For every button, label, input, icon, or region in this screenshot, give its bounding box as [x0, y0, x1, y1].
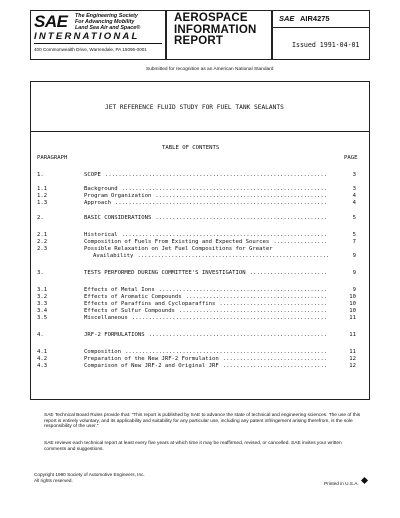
toc-entry [0, 287, 400, 294]
copyright: Copyright 1990 Society of Automotive Engineers, Inc. [34, 472, 145, 477]
toc-entry-page: 3 [352, 172, 356, 178]
toc-entry [0, 193, 400, 200]
toc-entry-page: 10 [349, 308, 356, 314]
toc-entry [0, 200, 400, 207]
toc-entry-number: 3.4 [37, 308, 48, 314]
toc-entry [0, 239, 400, 246]
toc-entry-number: 4.2 [37, 356, 48, 362]
toc-heading: TABLE OF CONTENTS [162, 145, 220, 151]
toc-leader-dots: ............................................ [178, 308, 328, 314]
printed-in [324, 478, 367, 486]
toc-entry-title: Background [84, 186, 118, 192]
sae-small-logo: SAE [279, 14, 295, 23]
toc-leader-dots: ....................... [249, 270, 328, 276]
toc-entry-page: 4 [352, 200, 356, 206]
toc-entry-title: Possible Relaxation on Jet Fuel Compositions for Greater [84, 246, 273, 252]
toc-entry-title: Effects of Paraffins and Cycloparaffins [84, 301, 216, 307]
society-line: The Engineering Society [75, 13, 138, 19]
toc-entry-title: Approach [84, 200, 111, 206]
toc-entry-page: 7 [352, 239, 356, 245]
ansi-submission-note: Submitted for recognition as an American National Standard [146, 67, 274, 72]
toc-entry-page: 4 [352, 193, 356, 199]
toc-leader-dots: ............................................................ [125, 349, 328, 355]
toc-entry [0, 253, 400, 260]
toc-entry-page: 11 [349, 349, 356, 355]
document-title: JET REFERENCE FLUID STUDY FOR FUEL TANK SEALANTS [105, 104, 284, 111]
toc-leader-dots: ............................................................. [121, 232, 328, 238]
toc-entry-page: 5 [352, 215, 356, 221]
toc-entry-number: 4.3 [37, 363, 48, 369]
toc-entry-page: 12 [349, 363, 356, 369]
toc-entry-number: 2.3 [37, 246, 48, 252]
docno-divider [272, 27, 370, 28]
toc-leader-dots: ................................................... [155, 193, 328, 199]
toc-entry-number: 1.2 [37, 193, 48, 199]
toc-leader-dots: .................................................. [158, 287, 328, 293]
toc-entry-title: Miscellaneous [84, 315, 128, 321]
toc-entry [0, 308, 400, 315]
toc-entry-title: Effects of Sulfur Compounds [84, 308, 175, 314]
toc-entry-title: Composition of Fuels From Existing and Expected Sources [84, 239, 270, 245]
toc-entry [0, 186, 400, 193]
toc-entry-number: 1.3 [37, 200, 48, 206]
report-type-line: INFORMATION [174, 23, 257, 36]
toc-entry-number: 2.2 [37, 239, 48, 245]
toc-entry-title: Preparation of the New JRF-2 Formulation [84, 356, 219, 362]
toc-entry [0, 246, 400, 253]
technical-board-note: SAE Technical Board Rules provide that: "This report is published by SAE to advance the state of technical and engineering sciences. The use of this report is entirely voluntary, and its applicability and suitability for any particular use, including any patent infringement arising therefrom, is the sole responsibility of the user." [44, 413, 361, 430]
toc-entry [0, 232, 400, 239]
logo-rule [34, 43, 162, 44]
toc-entry-page: 3 [352, 186, 356, 192]
society-address: 400 Commonwealth Drive, Warrendale, PA 15096-0001 [34, 47, 147, 52]
printed-in-label: Printed in U.S.A. [324, 481, 359, 486]
toc-leader-dots: ................................ [219, 301, 328, 307]
toc-leader-dots: ................................................... [155, 215, 328, 221]
toc-entry-number: 1. [37, 172, 44, 178]
toc-entry-number: 3. [37, 270, 44, 276]
toc-leader-dots: ......................................................... [137, 253, 330, 259]
toc-entry-number: 3.3 [37, 301, 48, 307]
toc-entry [0, 215, 400, 222]
toc-entry [0, 172, 400, 179]
toc-entry-page: 9 [352, 253, 356, 259]
international-wordmark: INTERNATIONAL [34, 31, 140, 42]
toc-entry [0, 294, 400, 301]
toc-entry-title: Program Organization [84, 193, 152, 199]
toc-entry-page: 10 [349, 294, 356, 300]
toc-entry-page: 11 [349, 332, 356, 338]
society-line: For Advancing Mobility [75, 19, 135, 25]
toc-entry-number: 3.2 [37, 294, 48, 300]
toc-entry [0, 349, 400, 356]
toc-entry [0, 356, 400, 363]
toc-leader-dots: .......................................... [185, 294, 328, 300]
toc-leader-dots: ................ [273, 239, 328, 245]
toc-leader-dots: ............................... [222, 363, 328, 369]
report-type-title [174, 13, 256, 48]
society-tagline [75, 13, 145, 31]
toc-col-paragraph: PARAGRAPH [37, 155, 68, 161]
diamond-icon [361, 477, 368, 484]
toc-entry-page: 11 [349, 315, 356, 321]
toc-entry-title: JRF-2 FORMULATIONS [84, 332, 145, 338]
report-type-line: AEROSPACE [174, 12, 248, 24]
toc-leader-dots: ............................... [222, 356, 328, 362]
toc-entry-title: TESTS PERFORMED DURING COMMITTEE'S INVESTIGATION [84, 270, 246, 276]
toc-entry-title: Comparison of New JRF-2 and Original JRF [84, 363, 219, 369]
toc-entry-number: 4.1 [37, 349, 48, 355]
toc-leader-dots: ............................................................. [121, 186, 328, 192]
toc-entry-page: 12 [349, 356, 356, 362]
toc-entry-title: SCOPE [84, 172, 101, 178]
toc-leader-dots: .................................................................. [104, 172, 328, 178]
toc-entry-title: Historical [84, 232, 118, 238]
toc-entry [0, 363, 400, 370]
toc-leader-dots: ..................................................... [148, 332, 328, 338]
toc-leader-dots: .......................................................... [131, 315, 328, 321]
toc-entry-number: 2.1 [37, 232, 48, 238]
toc-entry-number: 4. [37, 332, 44, 338]
rights-reserved: All rights reserved. [34, 478, 73, 483]
toc-entry [0, 315, 400, 322]
toc-entry-title: Effects of Aromatic Compounds [84, 294, 182, 300]
toc-entry-number: 3.5 [37, 315, 48, 321]
report-type-line: REPORT [174, 35, 224, 47]
title-divider [30, 131, 370, 132]
review-note: SAE reviews each technical report at least every five years at which time it may be reaffirmed, revised, or cancelled. SAE invites your written comments and suggestions. [44, 441, 342, 452]
issued-date: Issued 1991-04-01 [292, 41, 360, 49]
toc-entry-number: 1.1 [37, 186, 48, 192]
toc-entry [0, 270, 400, 277]
toc-entry-title: Composition [84, 349, 122, 355]
toc-entry-number: 2. [37, 215, 44, 221]
toc-entry-page: 9 [352, 287, 356, 293]
sae-logo: SAE [34, 12, 68, 31]
society-line: Land Sea Air and Space® [75, 25, 141, 31]
toc-entry-page: 9 [352, 270, 356, 276]
toc-entry [0, 332, 400, 339]
toc-leader-dots: ............................................................... [114, 200, 328, 206]
toc-entry-number: 3.1 [37, 287, 48, 293]
toc-entry-page: 5 [352, 232, 356, 238]
toc-entry-page: 10 [349, 301, 356, 307]
toc-col-page: PAGE [344, 155, 358, 161]
toc-entry-title: Effects of Metal Ions [84, 287, 155, 293]
toc-entry-title: BASIC CONSIDERATIONS [84, 215, 152, 221]
document-number: AIR4275 [300, 14, 330, 23]
toc-entry-title: Availability [93, 253, 134, 259]
toc-entry [0, 301, 400, 308]
